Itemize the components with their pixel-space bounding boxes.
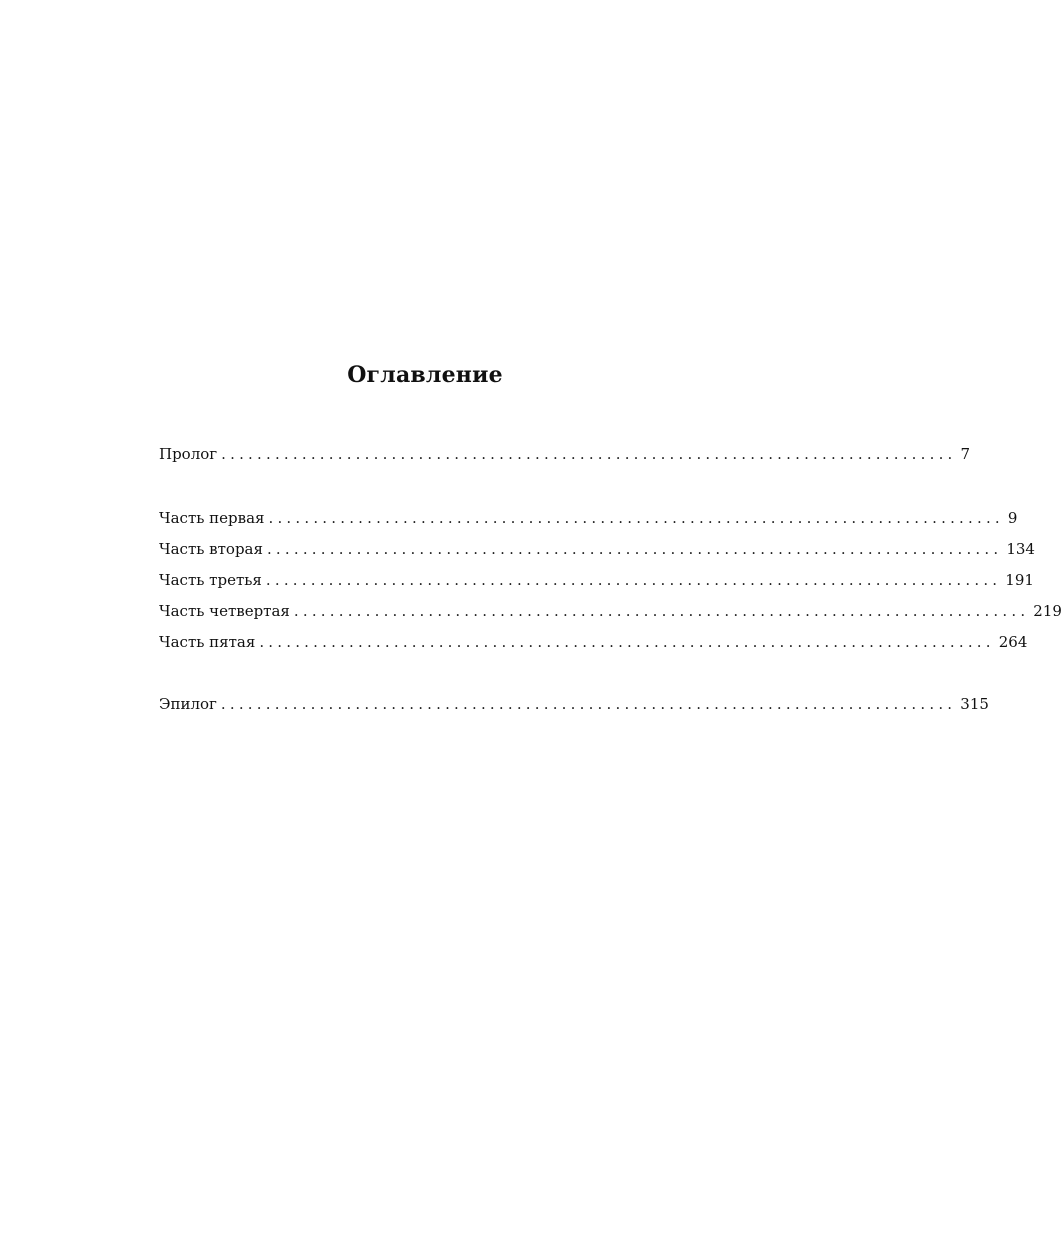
dot-leader: .................................................................................. — [259, 633, 995, 651]
dot-leader: .................................................................................. — [268, 509, 1004, 527]
toc-entry-label: Эпилог — [159, 693, 221, 715]
toc-entry-prologue — [159, 443, 971, 465]
toc-entry-page-number: 7 — [960, 445, 971, 463]
toc-entry-label: Часть пятая — [159, 631, 259, 653]
toc-entry-page-number: 9 — [1007, 509, 1018, 527]
toc-entry-part-3 — [159, 569, 1034, 591]
toc-entry-label: Часть третья — [159, 569, 266, 591]
toc-entry-label: Часть четвертая — [159, 600, 294, 622]
toc-entry-label: Часть первая — [159, 507, 269, 529]
toc-entry-part-1 — [159, 507, 1018, 529]
dot-leader: .................................................................................. — [266, 540, 1003, 558]
toc-entry-part-5 — [159, 631, 1028, 653]
toc-entry-page-number: 315 — [960, 695, 989, 713]
toc-entry-part-4 — [159, 600, 1062, 622]
toc-entry-page-number: 219 — [1033, 602, 1062, 620]
toc-entry-page-number: 134 — [1006, 540, 1035, 558]
dot-leader: .................................................................................. — [293, 602, 1030, 620]
toc-entry-page-number: 264 — [998, 633, 1028, 651]
page-title: Оглавление — [347, 362, 503, 388]
dot-leader: .................................................................................. — [221, 445, 957, 463]
toc-entry-label: Пролог — [159, 443, 221, 465]
toc-entry-part-2 — [159, 538, 1035, 560]
toc-entry-epilogue — [159, 693, 989, 715]
toc-entry-page-number: 191 — [1005, 571, 1034, 589]
toc-entry-label: Часть вторая — [159, 538, 267, 560]
dot-leader: .................................................................................. — [220, 695, 957, 713]
dot-leader: .................................................................................. — [265, 571, 1002, 589]
